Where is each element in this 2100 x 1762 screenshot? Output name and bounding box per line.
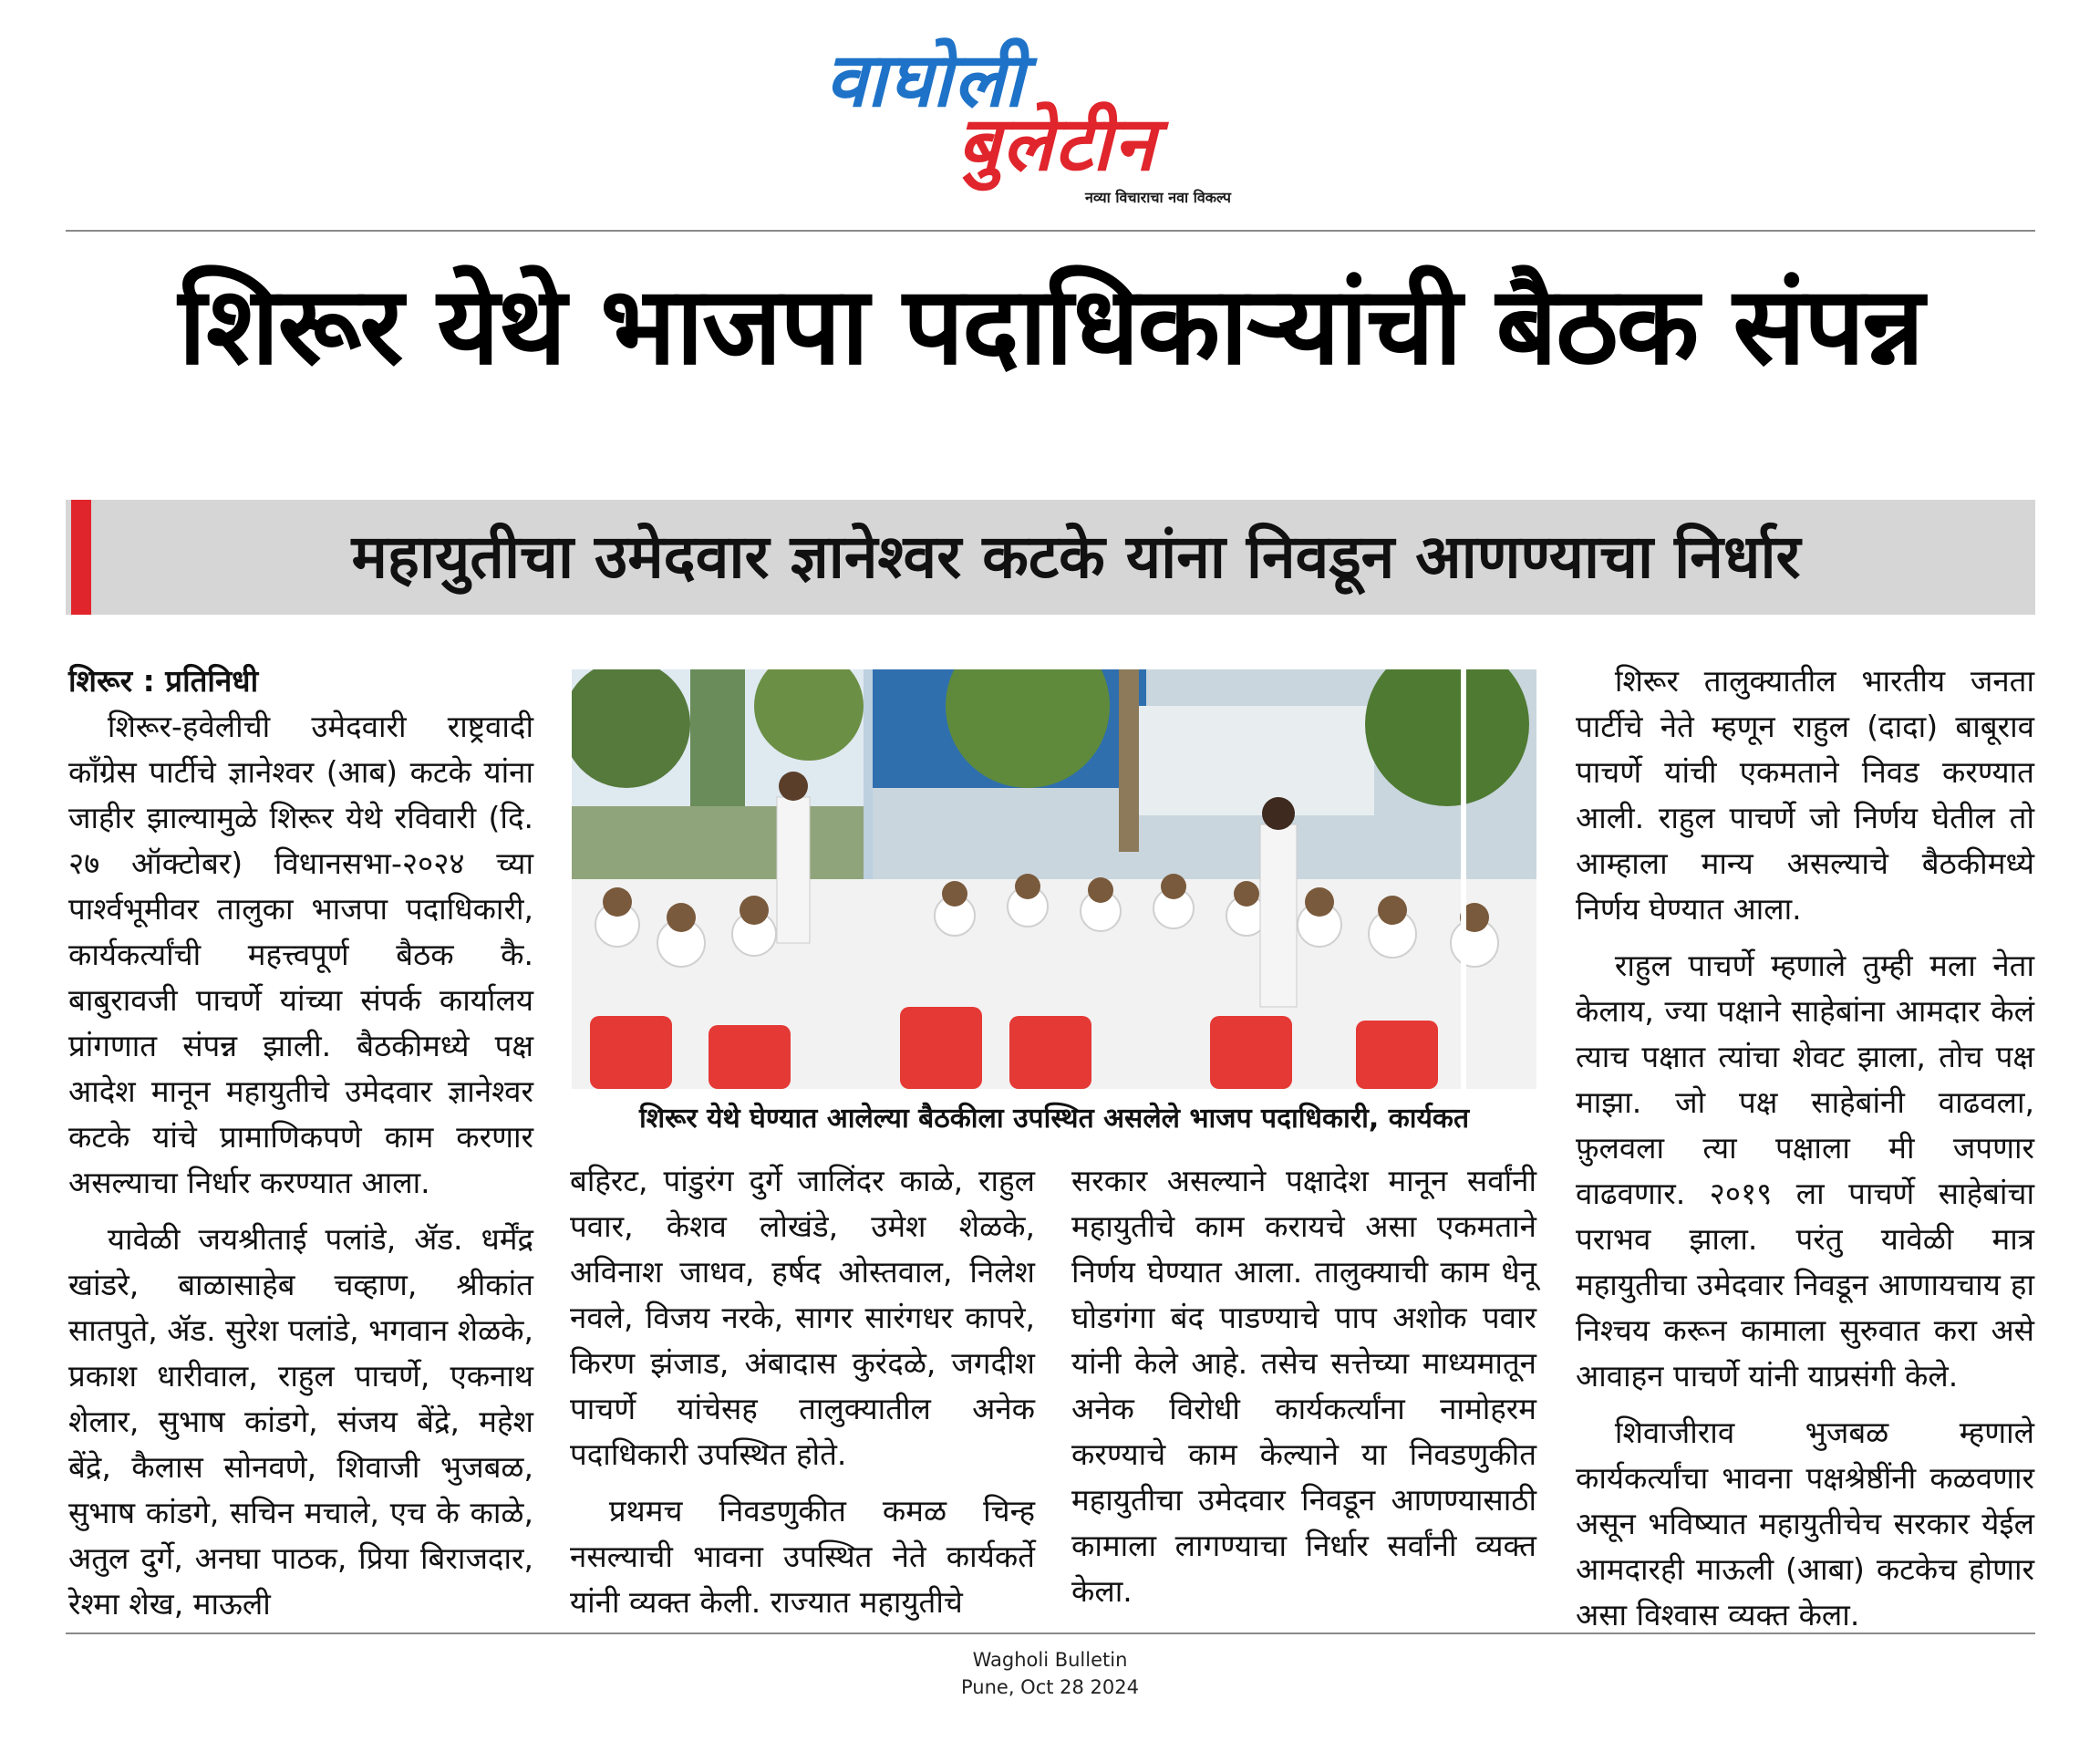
bottom-divider <box>66 1632 2035 1634</box>
paragraph: शिवाजीराव भुजबळ म्हणाले कार्यकर्त्यांचा भावना पक्षश्रेष्ठींनी कळवणार असून भविष्यात महायुतीचेच सरकार येईल आमदारही माऊली (आबा) कटकेच होणार असा विश्वास व्यक्त केला. <box>1576 1415 2034 1632</box>
meeting-photo <box>572 669 1536 1089</box>
article-column-2 <box>570 1158 1035 1625</box>
photo-divider <box>1461 669 1466 1089</box>
article-column-1 <box>68 658 533 1627</box>
article-column-3 <box>1071 1158 1536 1614</box>
paragraph: राहुल पाचर्णे म्हणाले तुम्ही मला नेता केलाय, ज्या पक्षाने साहेबांना आमदार केलं त्याच पक्षात त्यांचा शेवट झाला, तोच पक्ष माझा. जो पक्ष साहेबांनी वाढवला, फ़ुलवला त्या पक्षाला मी जपणार वाढवणार. २०१९ ला पाचर्णे साहेबांचा पराभव झाला. परंतु यावेळी मात्र महायुतीचा उमेदवार निवडून आणायचाय हा निश्चय करून कामाला सुरुवात करा असे आवाहन पाचर्णे यांनी याप्रसंगी केले. <box>1576 948 2034 1394</box>
logo-tagline: नव्या विचाराचा नवा विकल्प <box>1084 189 1231 206</box>
masthead <box>0 0 2100 228</box>
paragraph: शिरूर तालुक्यातील भारतीय जनता पार्टीचे नेते म्हणून राहुल (दादा) बाबूराव पाचर्णे यांची एकमताने निवड करण्यात आली. राहुल पाचर्णे जो निर्णय घेतील तो आम्हाला मान्य असल्याचे बैठकीमध्ये निर्णय घेण्यात आला. <box>1576 663 2034 927</box>
logo-wordmark-top: वाघोली <box>825 37 1026 124</box>
footer-dateline: Pune, Oct 28 2024 <box>960 1676 1139 1698</box>
article-column-4 <box>1576 658 2034 1638</box>
photo-caption: शिरूर येथे घेण्यात आलेल्या बैठकीला उपस्थित असलेले भाजप पदाधिकारी, कार्यकत <box>638 1103 1470 1135</box>
paragraph: सरकार असल्याने पक्षादेश मानून सर्वांनी महायुतीचे काम करायचे असा एकमताने निर्णय घेण्यात आला. तालुक्याची काम धेनू घोडगंगा बंद पाडण्याचे पाप अशोक पवार यांनी केले आहे. तसेच सत्तेच्या माध्यमातून अनेक विरोधी कार्यकर्त्यांना नामोहरम करण्याचे काम केल्याने या निवडणुकीत महायुतीचा उमेदवार निवडून आणण्यासाठी कामाला लागण्याचा निर्धार सर्वांनी व्यक्त केला. <box>1071 1163 1536 1609</box>
footer-publication: Wagholi Bulletin <box>972 1649 1128 1671</box>
page-headline: शिरूर येथे भाजपा पदाधिकाऱ्यांची बैठक संपन्न <box>178 263 1923 389</box>
paragraph: शिरूर-हवेलीची उमेदवारी राष्ट्रवादी काँग्रेस पार्टीचे ज्ञानेश्वर (आब) कटके यांना जाहीर झाल्यामुळे शिरूर येथे रविवारी (दि. २७ ऑक्टोबर) विधानसभा-२०२४ च्या पार्श्वभूमीवर तालुका भाजपा पदाधिकारी, कार्यकर्त्यांची महत्त्वपूर्ण बैठक कै. बाबुरावजी पाचर्णे यांच्या संपर्क कार्यालय प्रांगणात संपन्न झाली. बैठकीमध्ये पक्ष आदेश मानून महायुतीचे उमेदवार ज्ञानेश्वर कटके यांचे प्रामाणिकपणे काम करणार असल्याचा निर्धार करण्यात आला. <box>68 709 533 1200</box>
paragraph: प्रथमच निवडणुकीत कमळ चिन्ह नसल्याची भावना उपस्थित नेते कार्यकर्ते यांनी व्यक्त केली. राज्यात महायुतीचे <box>570 1493 1035 1620</box>
byline: शिरूर : प्रतिनिधी <box>68 663 259 699</box>
top-divider <box>66 230 2035 232</box>
meeting-photo-illustration <box>572 669 1536 1089</box>
logo-wordmark-bottom: बुलेटीन <box>957 101 1157 188</box>
footer <box>0 1646 2100 1701</box>
paragraph: यावेळी जयश्रीताई पलांडे, ॲड. धर्मेंद्र खांडरे, बाळासाहेब चव्हाण, श्रीकांत सातपुते, ॲड. सुरेश पलांडे, भगवान शेळके, प्रकाश धारीवाल, राहुल पाचर्णे, एकनाथ शेलार, सुभाष कांडगे, संजय बेंद्रे, महेश बेंद्रे, कैलास सोनवणे, शिवाजी भुजबळ, सुभाष कांडगे, सचिन मचाले, एच के काळे, अतुल दुर्गे, अनघा पाठक, प्रिया बिराजदार, रेश्मा शेख, माऊली <box>68 1221 533 1622</box>
paragraph: बहिरट, पांडुरंग दुर्गे जालिंदर काळे, राहुल पवार, केशव लोखंडे, उमेश शेळके, अविनाश जाधव, हर्षद ओस्तवाल, निलेश नवले, विजय नरके, सागर सारंगधर कापरे, किरण झंजाड, अंबादास कुरंदळे, जगदीश पाचर्णे यांचेसह तालुक्यातील अनेक पदाधिकारी उपस्थित होते. <box>570 1163 1035 1472</box>
subheadline-accent-bar <box>71 500 91 615</box>
subheadline: महायुतीचा उमेदवार ज्ञानेश्वर कटके यांना निवडून आणण्याचा निर्धार <box>351 522 1801 592</box>
